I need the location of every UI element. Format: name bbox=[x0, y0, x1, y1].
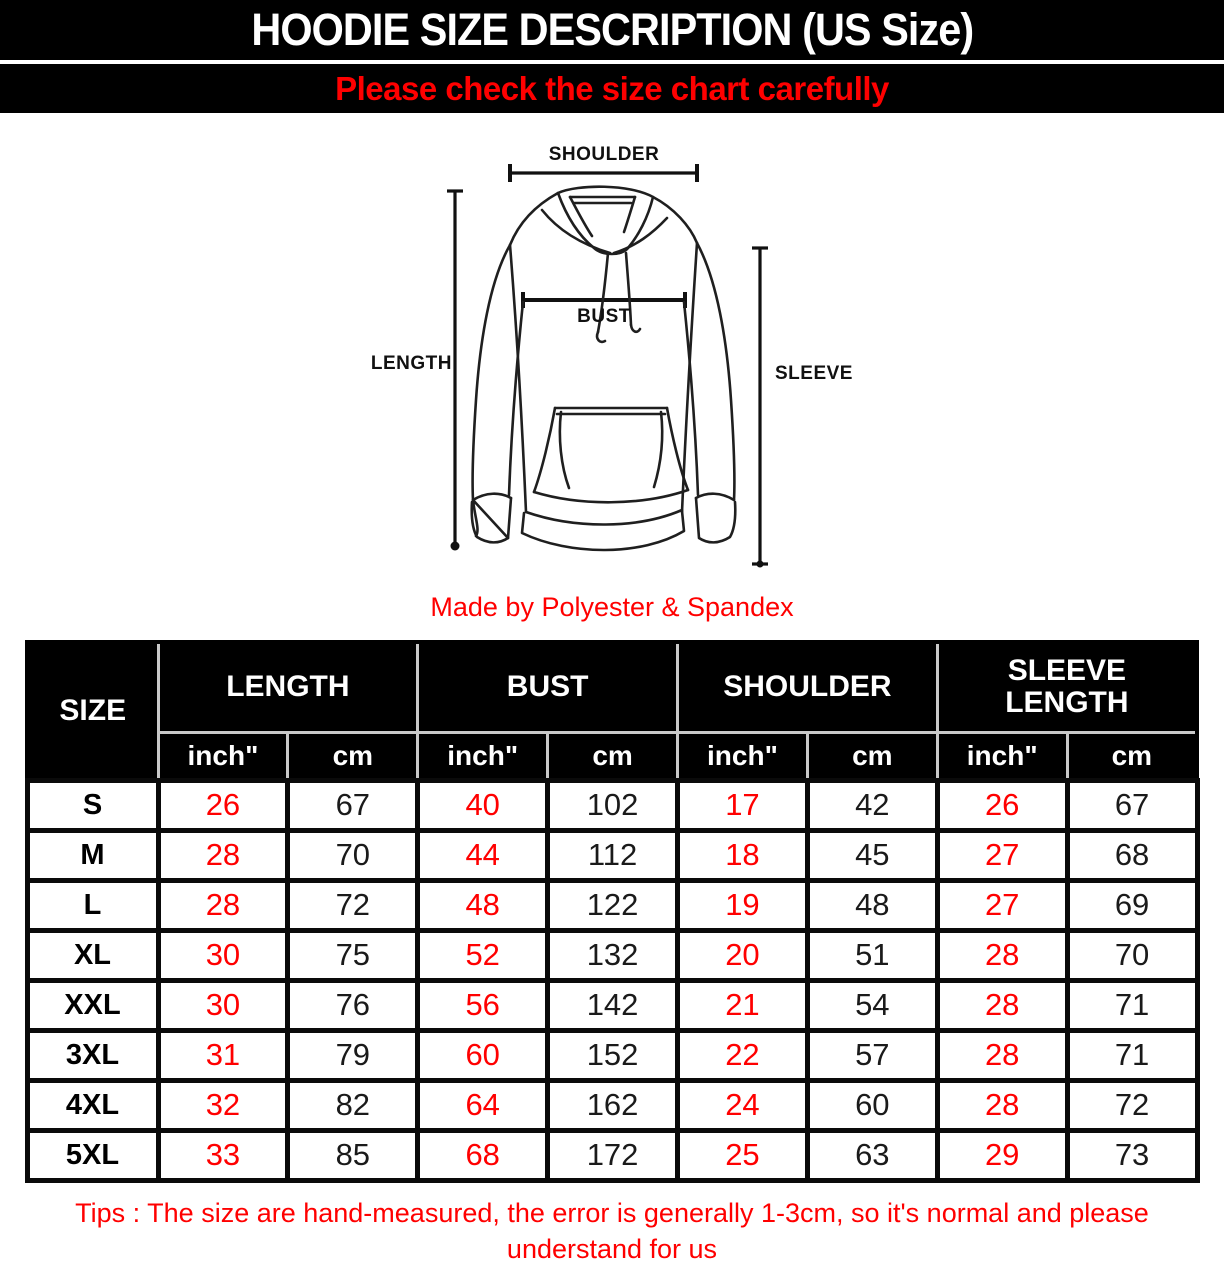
value-cell: 60 bbox=[418, 1030, 548, 1080]
value-cell: 44 bbox=[418, 830, 548, 880]
table-row-s bbox=[27, 780, 1197, 830]
value-cell: 28 bbox=[937, 980, 1067, 1030]
value-cell: 20 bbox=[678, 930, 808, 980]
value-cell: 142 bbox=[548, 980, 678, 1030]
value-cell: 27 bbox=[937, 880, 1067, 930]
value-cell: 48 bbox=[807, 880, 937, 930]
value-cell: 24 bbox=[678, 1080, 808, 1130]
value-cell: 19 bbox=[678, 880, 808, 930]
unit-header-inch: inch" bbox=[937, 732, 1067, 780]
unit-header-inch: inch" bbox=[158, 732, 288, 780]
value-cell: 31 bbox=[158, 1030, 288, 1080]
tips-note bbox=[0, 1195, 1224, 1267]
table-row-5xl bbox=[27, 1130, 1197, 1180]
value-cell: 26 bbox=[937, 780, 1067, 830]
value-cell: 45 bbox=[807, 830, 937, 880]
value-cell: 85 bbox=[288, 1130, 418, 1180]
value-cell: 40 bbox=[418, 780, 548, 830]
title-banner bbox=[0, 0, 1224, 60]
value-cell: 76 bbox=[288, 980, 418, 1030]
unit-header-cm: cm bbox=[548, 732, 678, 780]
value-cell: 22 bbox=[678, 1030, 808, 1080]
value-cell: 73 bbox=[1067, 1130, 1197, 1180]
value-cell: 21 bbox=[678, 980, 808, 1030]
value-cell: 32 bbox=[158, 1080, 288, 1130]
size-cell: S bbox=[27, 780, 158, 830]
size-cell: 4XL bbox=[27, 1080, 158, 1130]
value-cell: 28 bbox=[158, 830, 288, 880]
size-cell: L bbox=[27, 880, 158, 930]
size-cell: M bbox=[27, 830, 158, 880]
subtitle-banner bbox=[0, 64, 1224, 113]
value-cell: 71 bbox=[1067, 980, 1197, 1030]
table-row-4xl bbox=[27, 1080, 1197, 1130]
sleeve-measure-line bbox=[752, 248, 768, 568]
bust-measure-label: BUST bbox=[577, 306, 631, 327]
value-cell: 42 bbox=[807, 780, 937, 830]
bust-group-header: BUST bbox=[418, 642, 678, 732]
value-cell: 48 bbox=[418, 880, 548, 930]
value-cell: 67 bbox=[1067, 780, 1197, 830]
value-cell: 71 bbox=[1067, 1030, 1197, 1080]
size-chart-table bbox=[25, 640, 1200, 1183]
value-cell: 79 bbox=[288, 1030, 418, 1080]
unit-header-cm: cm bbox=[807, 732, 937, 780]
value-cell: 152 bbox=[548, 1030, 678, 1080]
value-cell: 72 bbox=[288, 880, 418, 930]
material-caption: Made by Polyester & Spandex bbox=[430, 592, 794, 622]
value-cell: 64 bbox=[418, 1080, 548, 1130]
value-cell: 67 bbox=[288, 780, 418, 830]
value-cell: 162 bbox=[548, 1080, 678, 1130]
value-cell: 102 bbox=[548, 780, 678, 830]
value-cell: 30 bbox=[158, 980, 288, 1030]
value-cell: 75 bbox=[288, 930, 418, 980]
size-cell: 3XL bbox=[27, 1030, 158, 1080]
shoulder-measure-line bbox=[510, 164, 697, 182]
value-cell: 68 bbox=[1067, 830, 1197, 880]
value-cell: 18 bbox=[678, 830, 808, 880]
value-cell: 132 bbox=[548, 930, 678, 980]
value-cell: 28 bbox=[937, 930, 1067, 980]
value-cell: 70 bbox=[1067, 930, 1197, 980]
size-cell: XXL bbox=[27, 980, 158, 1030]
value-cell: 70 bbox=[288, 830, 418, 880]
value-cell: 68 bbox=[418, 1130, 548, 1180]
size-chart-body bbox=[27, 780, 1197, 1180]
hoodie-sketch bbox=[472, 187, 736, 550]
value-cell: 28 bbox=[937, 1030, 1067, 1080]
size-cell: XL bbox=[27, 930, 158, 980]
value-cell: 28 bbox=[937, 1080, 1067, 1130]
length-measure-label: LENGTH bbox=[370, 353, 452, 374]
value-cell: 56 bbox=[418, 980, 548, 1030]
value-cell: 51 bbox=[807, 930, 937, 980]
value-cell: 63 bbox=[807, 1130, 937, 1180]
shoulder-measure-label: SHOULDER bbox=[548, 144, 660, 165]
value-cell: 172 bbox=[548, 1130, 678, 1180]
table-row-l bbox=[27, 880, 1197, 930]
value-cell: 52 bbox=[418, 930, 548, 980]
sleeve-measure-label: SLEEVE bbox=[775, 363, 853, 384]
size-cell: 5XL bbox=[27, 1130, 158, 1180]
shoulder-group-header: SHOULDER bbox=[678, 642, 938, 732]
sleeve-length-group-header: SLEEVE LENGTH bbox=[937, 642, 1197, 732]
page-title: HOODIE SIZE DESCRIPTION (US Size) bbox=[251, 4, 973, 55]
size-chart-header bbox=[27, 642, 1197, 780]
value-cell: 72 bbox=[1067, 1080, 1197, 1130]
table-row-m bbox=[27, 830, 1197, 880]
unit-header-inch: inch" bbox=[418, 732, 548, 780]
tips-line-1: Tips : The size are hand-measured, the error is generally 1-3cm, so it's normal and please bbox=[75, 1197, 1149, 1228]
unit-header-cm: cm bbox=[1067, 732, 1197, 780]
value-cell: 17 bbox=[678, 780, 808, 830]
value-cell: 26 bbox=[158, 780, 288, 830]
unit-header-inch: inch" bbox=[678, 732, 808, 780]
value-cell: 122 bbox=[548, 880, 678, 930]
subtitle-warning: Please check the size chart carefully bbox=[335, 69, 889, 107]
value-cell: 54 bbox=[807, 980, 937, 1030]
value-cell: 60 bbox=[807, 1080, 937, 1130]
table-row-xxl bbox=[27, 980, 1197, 1030]
unit-header-cm: cm bbox=[288, 732, 418, 780]
value-cell: 57 bbox=[807, 1030, 937, 1080]
value-cell: 30 bbox=[158, 930, 288, 980]
table-row-xl bbox=[27, 930, 1197, 980]
value-cell: 29 bbox=[937, 1130, 1067, 1180]
value-cell: 112 bbox=[548, 830, 678, 880]
tips-line-2: understand for us bbox=[506, 1233, 718, 1264]
size-column-header: SIZE bbox=[27, 642, 158, 780]
value-cell: 27 bbox=[937, 830, 1067, 880]
hoodie-measurement-diagram bbox=[0, 113, 1224, 590]
value-cell: 28 bbox=[158, 880, 288, 930]
table-row-3xl bbox=[27, 1030, 1197, 1080]
value-cell: 25 bbox=[678, 1130, 808, 1180]
length-group-header: LENGTH bbox=[158, 642, 418, 732]
value-cell: 82 bbox=[288, 1080, 418, 1130]
value-cell: 33 bbox=[158, 1130, 288, 1180]
value-cell: 69 bbox=[1067, 880, 1197, 930]
